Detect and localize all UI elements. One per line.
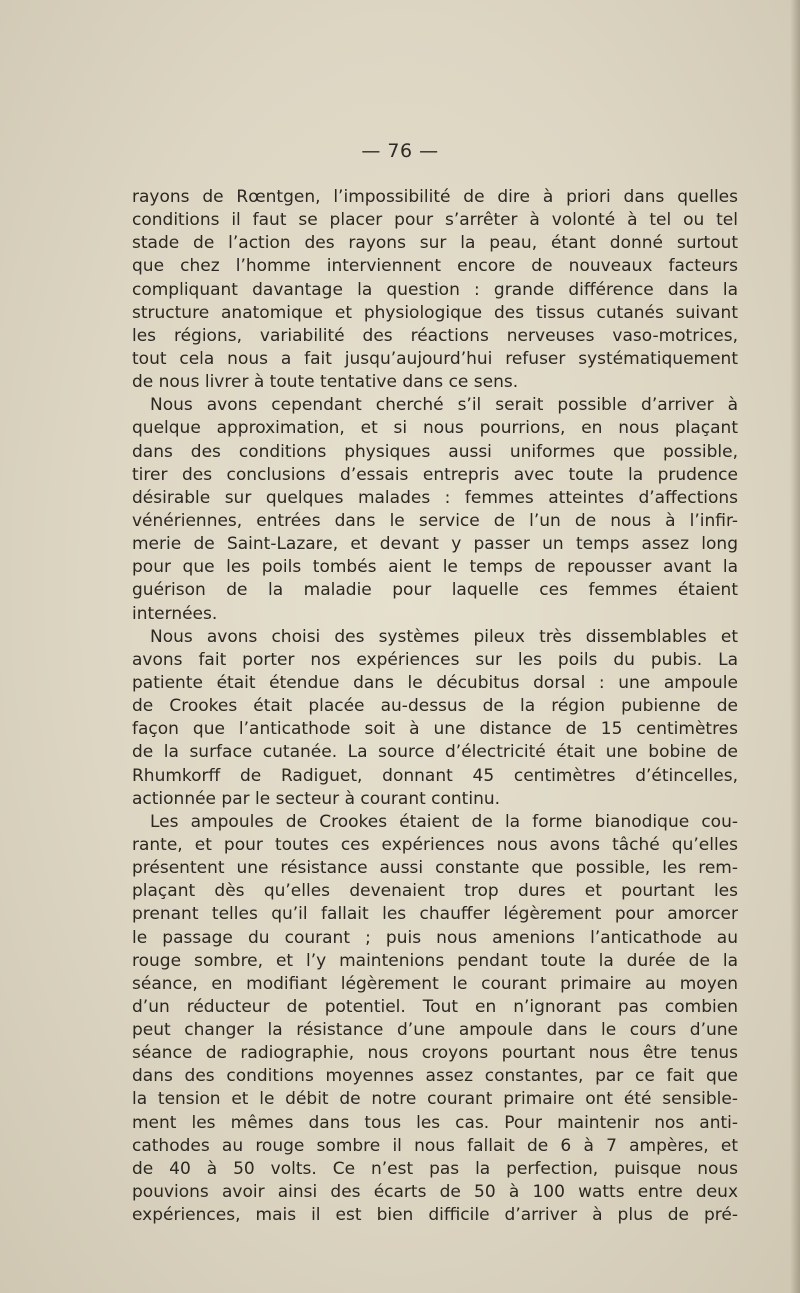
text-line: séance, en modifiant légèrement le courant primaire au moyen [132, 973, 738, 994]
text-line: Les ampoules de Crookes étaient de la forme bianodique cou- [150, 811, 738, 832]
text-line: guérison de la maladie pour laquelle ces femmes étaient [132, 580, 738, 601]
text-line: internées. [132, 603, 218, 624]
text-line: expériences, mais il est bien difficile d’arriver à plus de pré- [132, 1205, 738, 1226]
text-line: Nous avons cependant cherché s’il serait possible d’arriver à [150, 395, 738, 416]
text-line: tirer des conclusions d’essais entrepris avec toute la prudence [132, 464, 738, 485]
text-line: rante, et pour toutes ces expériences nous avons tâché qu’elles [132, 834, 738, 855]
text-line: de la surface cutanée. La source d’électricité était une bobine de [132, 742, 738, 763]
text-line: peut changer la résistance d’une ampoule dans le cours d’une [132, 1020, 738, 1041]
text-line: les régions, variabilité des réactions nerveuses vaso-motrices, [132, 325, 738, 346]
text-line: de Crookes était placée au-dessus de la région pubienne de [132, 696, 738, 717]
text-line: rouge sombre, et l’y maintenions pendant toute la durée de la [132, 950, 738, 971]
text-line: compliquant davantage la question : grande différence dans la [132, 279, 738, 300]
text-line: prenant telles qu’il fallait les chauffer légèrement pour amorcer [132, 904, 738, 925]
text-line: merie de Saint-Lazare, et devant y passer un temps assez long [132, 534, 738, 555]
text-line: conditions il faut se placer pour s’arrêter à volonté à tel ou tel [132, 210, 738, 231]
text-line: dans des conditions moyennes assez constantes, par ce fait que [132, 1066, 738, 1087]
text-line: plaçant dès qu’elles devenaient trop dures et pourtant les [132, 881, 738, 902]
body-text [132, 186, 738, 1227]
text-line: avons fait porter nos expériences sur les poils du pubis. La [132, 649, 738, 670]
text-line: Rhumkorff de Radiguet, donnant 45 centimètres d’étincelles, [132, 765, 738, 786]
page-edge-shadow [790, 0, 800, 1293]
text-line: le passage du courant ; puis nous amenions l’anticathode au [132, 927, 738, 948]
text-line: présentent une résistance aussi constante que possible, les rem- [132, 858, 738, 879]
text-line: que chez l’homme interviennent encore de nouveaux facteurs [132, 256, 738, 277]
text-line: structure anatomique et physiologique des tissus cutanés suivant [132, 302, 738, 323]
text-line: vénériennes, entrées dans le service de l’un de nous à l’infir- [132, 510, 738, 531]
text-line: la tension et le débit de notre courant primaire ont été sensible- [132, 1089, 738, 1110]
text-line: de nous livrer à toute tentative dans ce sens. [132, 372, 519, 393]
text-line: dans des conditions physiques aussi uniformes que possible, [132, 441, 738, 462]
text-line: patiente était étendue dans le décubitus dorsal : une ampoule [132, 672, 738, 693]
text-line: tout cela nous a fait jusqu’aujourd’hui refuser systématiquement [132, 348, 738, 369]
text-line: Nous avons choisi des systèmes pileux très dissemblables et [150, 626, 738, 647]
text-line: de 40 à 50 volts. Ce n’est pas la perfection, puisque nous [132, 1158, 738, 1179]
text-line: quelque approximation, et si nous pourrions, en nous plaçant [132, 418, 738, 439]
text-line: désirable sur quelques malades : femmes atteintes d’affections [132, 487, 738, 508]
text-line: stade de l’action des rayons sur la peau, étant donné surtout [132, 233, 738, 254]
text-line: façon que l’anticathode soit à une distance de 15 centimètres [132, 719, 738, 740]
text-line: séance de radiographie, nous croyons pourtant nous être tenus [132, 1043, 738, 1064]
text-line: d’un réducteur de potentiel. Tout en n’ignorant pas combien [132, 996, 738, 1017]
text-line: ment les mêmes dans tous les cas. Pour maintenir nos anti- [132, 1112, 738, 1133]
text-line: pour que les poils tombés aient le temps de repousser avant la [132, 557, 738, 578]
text-line: pouvions avoir ainsi des écarts de 50 à 100 watts entre deux [132, 1182, 738, 1203]
text-line: rayons de Rœntgen, l’impossibilité de dire à priori dans quelles [132, 187, 738, 207]
text-line: actionnée par le secteur à courant continu. [132, 788, 501, 809]
page-number: — 76 — [361, 140, 439, 162]
text-line: cathodes au rouge sombre il nous fallait de 6 à 7 ampères, et [132, 1135, 738, 1156]
